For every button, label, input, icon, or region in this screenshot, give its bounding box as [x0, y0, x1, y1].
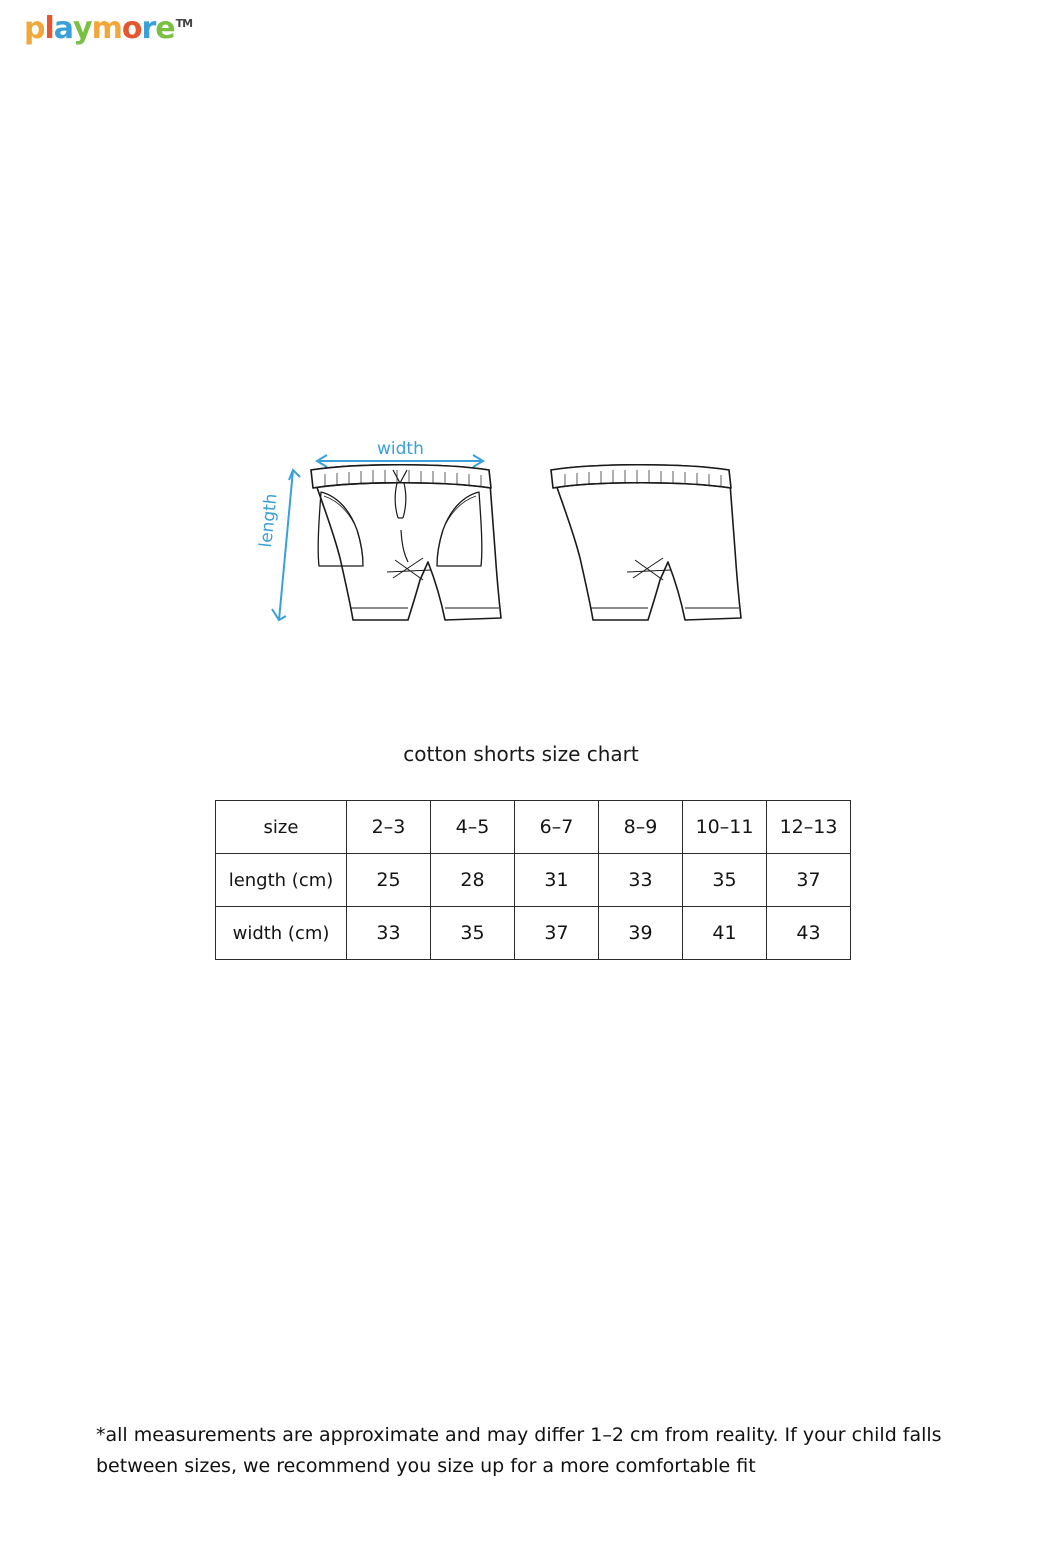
measurement-disclaimer: *all measurements are approximate and may differ 1–2 cm from reality. If your child falls between sizes, we recommend you size up for a more comfortable fit — [96, 1424, 942, 1478]
row-header-width: width (cm) — [216, 907, 347, 960]
trademark-symbol: TM — [175, 17, 193, 30]
brand-logo — [24, 11, 193, 46]
table-row-length — [216, 854, 851, 907]
size-cell-1: 4–5 — [431, 801, 515, 854]
logo-letter-o: o — [121, 11, 142, 46]
logo-letter-r: r — [141, 11, 156, 46]
logo-letter-p: p — [24, 11, 45, 46]
width-cell-0: 33 — [347, 907, 431, 960]
logo-letter-m: m — [91, 11, 122, 46]
logo-letter-a: a — [53, 11, 74, 46]
length-cell-5: 37 — [767, 854, 851, 907]
table-row-width — [216, 907, 851, 960]
width-cell-2: 37 — [515, 907, 599, 960]
logo-letter-l: l — [44, 11, 54, 46]
width-cell-4: 41 — [683, 907, 767, 960]
size-cell-4: 10–11 — [683, 801, 767, 854]
width-label: width — [377, 439, 424, 459]
row-header-size: size — [216, 801, 347, 854]
size-cell-5: 12–13 — [767, 801, 851, 854]
table-row-size — [216, 801, 851, 854]
width-cell-1: 35 — [431, 907, 515, 960]
size-cell-3: 8–9 — [599, 801, 683, 854]
size-cell-2: 6–7 — [515, 801, 599, 854]
logo-letter-y: y — [73, 11, 92, 46]
shorts-back-view — [551, 465, 741, 620]
chart-title: cotton shorts size chart — [403, 742, 639, 766]
length-cell-1: 28 — [431, 854, 515, 907]
width-cell-5: 43 — [767, 907, 851, 960]
length-label: length — [256, 492, 282, 549]
size-chart-table — [215, 800, 851, 960]
length-cell-4: 35 — [683, 854, 767, 907]
length-cell-0: 25 — [347, 854, 431, 907]
length-cell-2: 31 — [515, 854, 599, 907]
row-header-length: length (cm) — [216, 854, 347, 907]
width-cell-3: 39 — [599, 907, 683, 960]
length-cell-3: 33 — [599, 854, 683, 907]
logo-letter-e: e — [155, 11, 175, 46]
shorts-front-view — [311, 465, 501, 620]
size-cell-0: 2–3 — [347, 801, 431, 854]
shorts-illustration — [245, 430, 805, 655]
